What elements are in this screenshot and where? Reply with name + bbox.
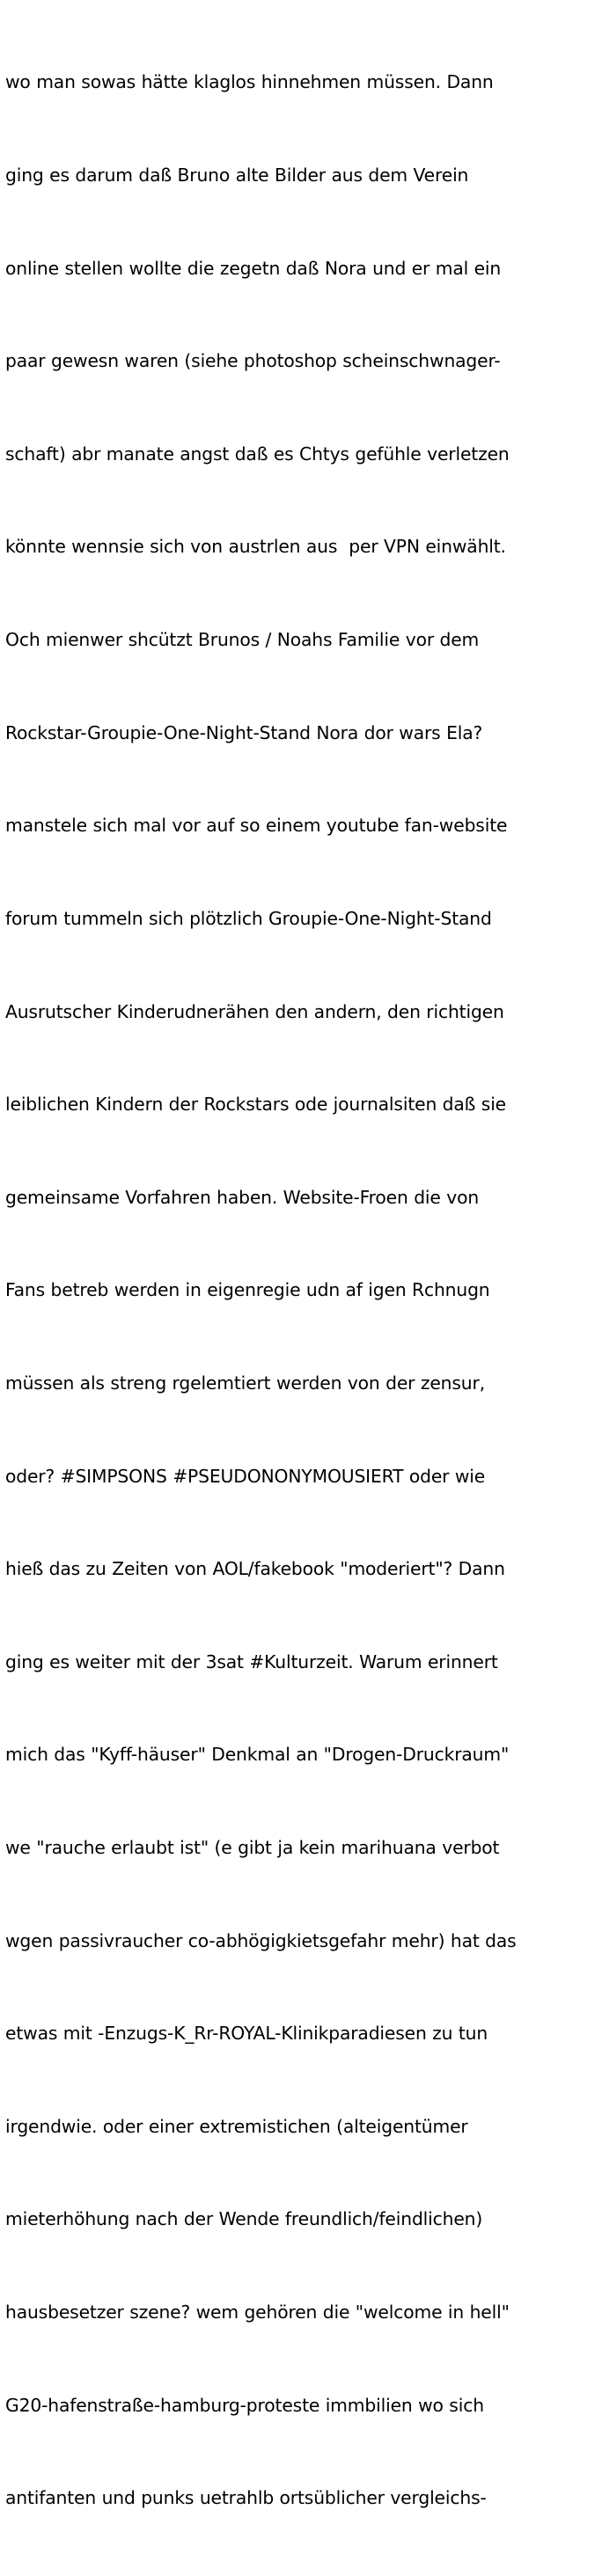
text-line: Ausrutscher Kinderudnerähen den andern, den richtigen — [5, 1000, 504, 1022]
text-line: etwas mit -Enzugs-K_Rr-ROYAL-Klinikparadiesen zu tun — [5, 2023, 488, 2045]
text-line: schaft) abr manate angst daß es Chtys gefühle verletzen — [5, 443, 510, 465]
text-line: Fans betreb werden in eigenregie udn af igen Rchnugn — [5, 1279, 490, 1301]
text-line: hieß das zu Zeiten von AOL/fakebook "moderiert"? Dann — [5, 1558, 505, 1580]
text-line: antifanten und punks uetrahlb ortsüblicher vergleichs- — [5, 2487, 487, 2509]
text-line: mich das "Kyff-häuser" Denkmal an "Drogen-Druckraum" — [5, 1744, 510, 1766]
text-line: Rockstar-Groupie-One-Night-Stand Nora dor wars Ela? — [5, 721, 483, 743]
text-line: manstele sich mal vor auf so einem youtube fan-website — [5, 815, 508, 837]
text-line: gemeinsame Vorfahren haben. Website-Froen die von — [5, 1186, 480, 1208]
text-line: mieterhöhung nach der Wende freundlich/feindlichen) — [5, 2208, 483, 2230]
text-line: hausbesetzer szene? wem gehören die "welcome in hell" — [5, 2302, 510, 2324]
text-line: könnte wennsie sich von austrlen aus per VPN einwählt. — [5, 536, 506, 558]
text-line: irgendwie. oder einer extremistichen (alteigentümer — [5, 2115, 468, 2137]
text-line: ging es weiter mit der 3sat #Kulturzeit. Warum erinnert — [5, 1650, 498, 1672]
text-line: leiblichen Kindern der Rockstars ode journalsiten daß sie — [5, 1094, 507, 1116]
text-line: ging es darum daß Bruno alte Bilder aus dem Verein — [5, 165, 469, 187]
text-line: wgen passivraucher co-abhögigkietsgefahr mehr) hat das — [5, 1929, 517, 1951]
text-line: paar gewesn waren (siehe photoshop scheinschwnager- — [5, 350, 501, 372]
text-line: oder? #SIMPSONS #PSEUDONONYMOUSIERT oder wie — [5, 1465, 486, 1487]
text-line: müssen als streng rgelemtiert werden von der zensur, — [5, 1372, 485, 1394]
text-line: G20-hafenstraße-hamburg-proteste immbilien wo sich — [5, 2394, 484, 2416]
text-line: we "rauche erlaubt ist" (e gibt ja kein marihuana verbot — [5, 1836, 500, 1858]
text-line: online stellen wollte die zegetn daß Nora und er mal ein — [5, 257, 502, 279]
text-line: forum tummeln sich plötzlich Groupie-One-Night-Stand — [5, 907, 492, 929]
text-line: Och mienwer shcützt Brunos / Noahs Familie vor dem — [5, 629, 480, 651]
text-line: wo man sowas hätte klaglos hinnehmen müssen. Dann — [5, 71, 494, 93]
document-text-block — [5, 5, 595, 2576]
